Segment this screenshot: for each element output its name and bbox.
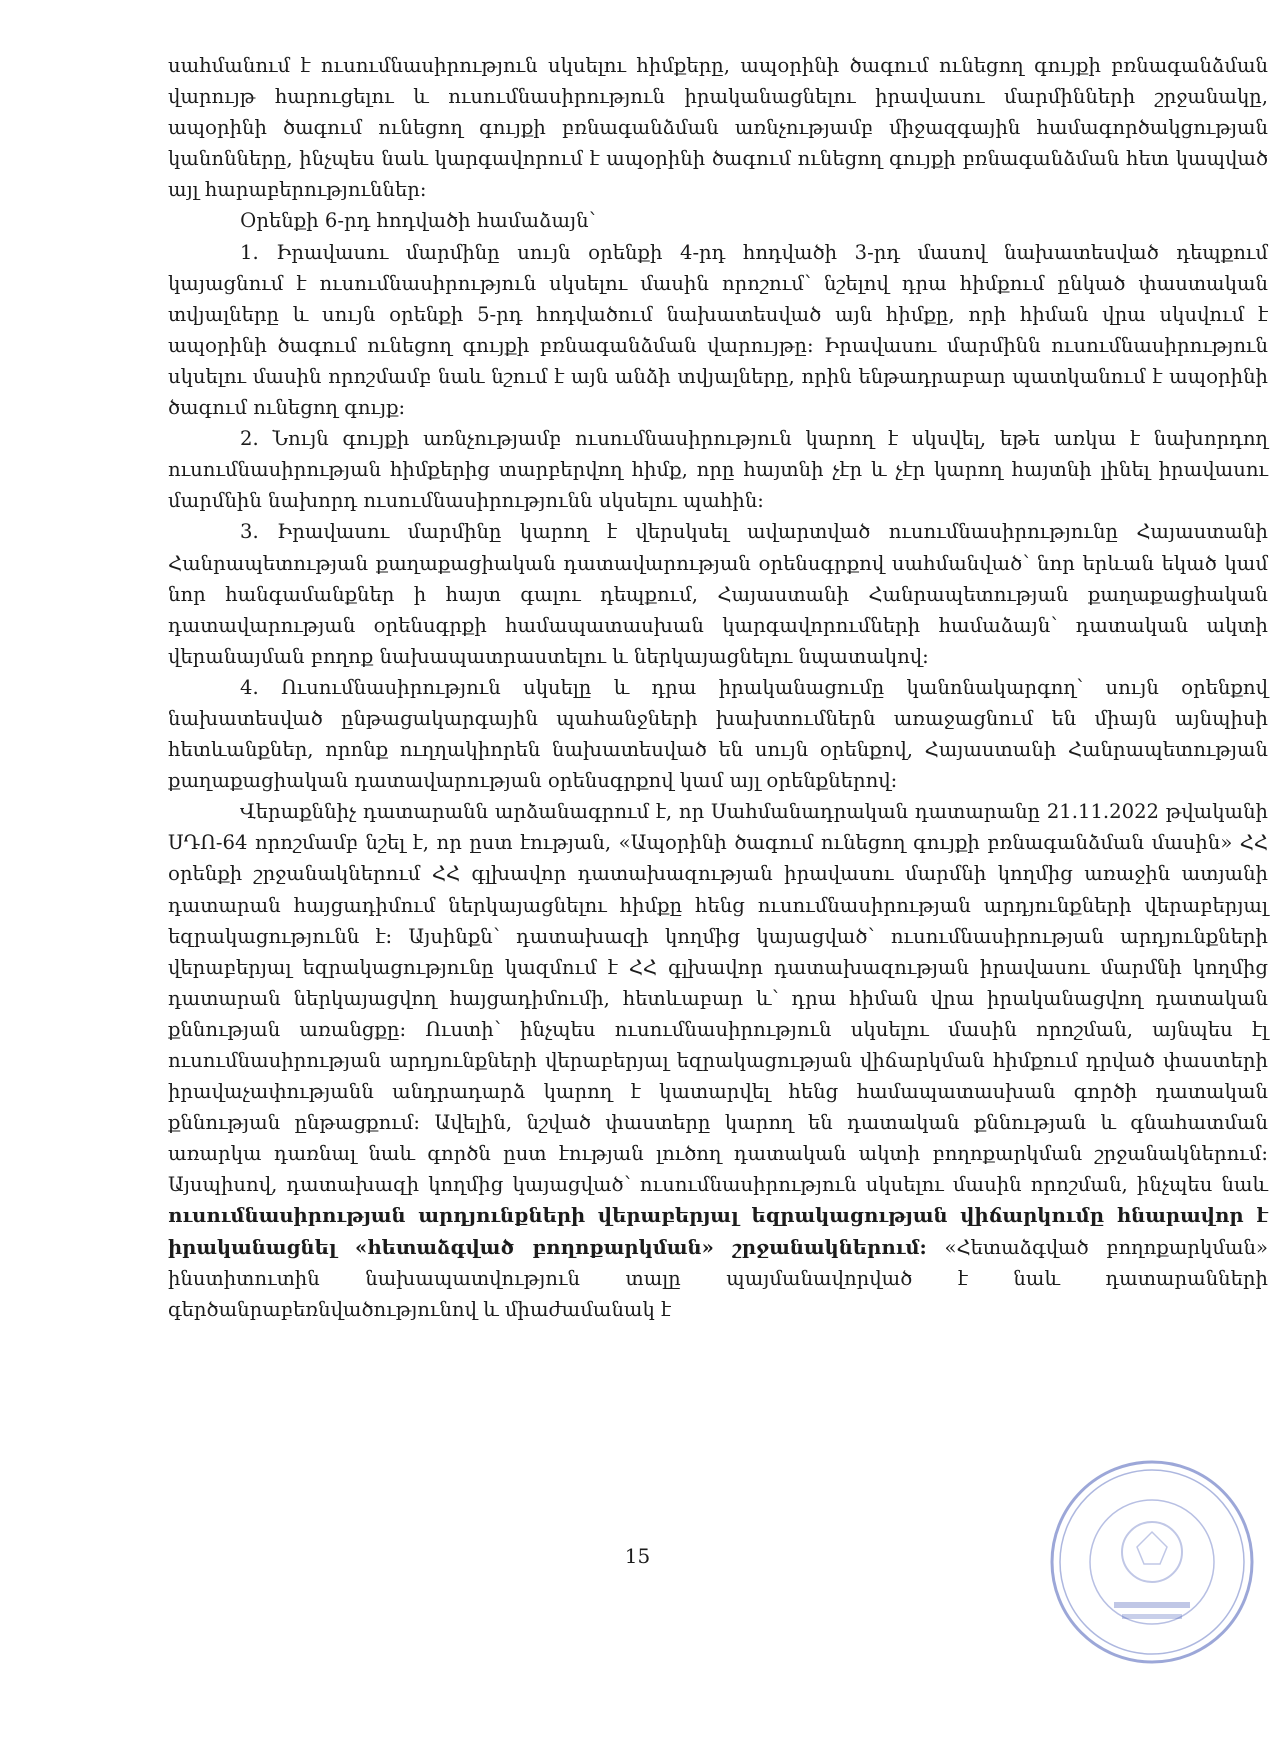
paragraph-court-analysis (168, 796, 1268, 1325)
paragraph-article-6-part-4: 4. Ուսումնասիրություն սկսելը և դրա իրականացումը կանոնակարգող՝ սույն օրենքով նախատեսված ընթացակարգային պահանջների խախտումներն առաջացնում են միայն այնպիսի հետևանքներ, որոնք ուղղակիորեն նախատեսված են սույն օրենքով, Հայաստանի Հանրապետության քաղաքացիական դատավարության օրենսգրքով կամ այլ օրենքներով: (168, 675, 1268, 793)
paragraph-article-6-part-1: 1. Իրավասու մարմինը սույն օրենքի 4-րդ հոդվածի 3-րդ մասով նախատեսված դեպքում կայացնում է ուսումնասիրություն սկսելու մասին որոշում՝ նշելով դրա հիմքում ընկած փաստական տվյալները և սույն օրենքի 5-րդ հոդվածում նախատեսված այն հիմքը, որի հիման վրա սկսվում է ապօրինի ծագում ունեցող գույքի բռնագանձման վարույթը: Իրավասու մարմինն ուսումնասիրություն սկսելու մասին որոշմամբ նաև նշում է այն անձի տվյալները, որին ենթադրաբար պատկանում է ապօրինի ծագում ունեցող գույք: (168, 240, 1268, 420)
official-seal-stamp (1042, 1452, 1262, 1672)
document-body (168, 50, 1268, 1325)
paragraph-article-6-part-3: 3. Իրավասու մարմինը կարող է վերսկսել ավարտված ուսումնասիրությունը Հայաստանի Հանրապետության քաղաքացիական դատավարության օրենսգրքով սահմանված՝ նոր երևան եկած կամ նոր հանգամանքներ ի հայտ գալու դեպքում, Հայաստանի Հանրապետության քաղաքացիական դատավարության օրենսգրքի համապատասխան կարգավորումների համաձայն՝ դատական ակտի վերանայման բողոք նախապատրաստելու և ներկայացնելու նպատակով: (168, 520, 1268, 668)
court-analysis-text: Վերաքննիչ դատարանն արձանագրում է, որ Սահմանադրական դատարանը 21.11.2022 թվականի ՍԴՈ-64 որոշմամբ նշել է, որ ըստ էության, «Ապօրինի ծագում ունեցող գույքի բռնագանձման մասին» ՀՀ օրենքի շրջանակներում ՀՀ գլխավոր դատախազության իրավասու մարմնի կողմից առաջին ատյանի դատարան հայցադիմում ներկայացնելու հիմքը հենց ուսումնասիրության արդյունքների վերաբերյալ եզրակացությունն է: Այսինքն՝ դատախազի կողմից կայացված՝ ուսումնասիրության արդյունքների վերաբերյալ եզրակացությունը կազմում է ՀՀ գլխավոր դատախազության իրավասու մարմնի կողմից դատարան ներկայացվող հայցադիմումի, հետևաբար և՝ դրա հիման վրա իրականացվող դատական քննության առանցքը: Ուստի՝ ինչպես ուսումնասիրություն սկսելու մասին որոշման, այնպես էլ ուսումնասիրության արդյունքների վերաբերյալ եզրակացության վիճարկման հիմքում դրված փաստերի իրավաչափությանն անդրադարձ կարող է կատարվել հենց համապատասխան գործի դատական քննության ընթացքում: Ավելին, նշված փաստերը կարող են դատական քննության և գնահատման առարկա դառնալ նաև գործն ըստ էության լուծող դատական ակտի բողոքարկման շրջանակներում: Այսպիսով, դատախազի կողմից կայացված՝ ուսումնասիրություն սկսելու մասին որոշման, ինչպես նաև (168, 800, 1268, 1197)
page-number: 15 (624, 1544, 651, 1568)
paragraph-article-6-part-2: 2. Նույն գույքի առնչությամբ ուսումնասիրություն կարող է սկսվել, եթե առկա է նախորդող ուսումնասիրության հիմքերից տարբերվող հիմք, որը հայտնի չէր և չէր կարող հայտնի լինել իրավասու մարմնին նախորդ ուսումնասիրությունն սկսելու պահին: (168, 427, 1268, 513)
paragraph-article-6-heading: Օրենքի 6-րդ հոդվածի համաձայն՝ (240, 209, 596, 233)
court-analysis-bold-text: ուսումնասիրության արդյունքների վերաբերյալ եզրակացության վիճարկումը հնարավոր է իրականացնել «հետաձգված բողոքարկման» շրջանակներում: (168, 1204, 1268, 1259)
court-analysis-tail-text: «Հետաձգված բողոքարկման» ինստիտուտին նախապատվություն տալը պայմանավորված է նաև դատարանների գերծանրաբեռնվածությունով և միաժամանակ է (168, 1235, 1268, 1321)
paragraph-intro-continued: սահմանում է ուսումնասիրություն սկսելու հիմքերը, ապօրինի ծագում ունեցող գույքի բռնագանձման վարույթ հարուցելու և ուսումնասիրություն իրականացնելու իրավասու մարմինների շրջանակը, ապօրինի ծագում ունեցող գույքի բռնագանձման առնչությամբ միջազգային համագործակցության կանոնները, ինչպես նաև կարգավորում է ապօրինի ծագում ունեցող գույքի բռնագանձման հետ կապված այլ հարաբերություններ: (168, 54, 1268, 202)
